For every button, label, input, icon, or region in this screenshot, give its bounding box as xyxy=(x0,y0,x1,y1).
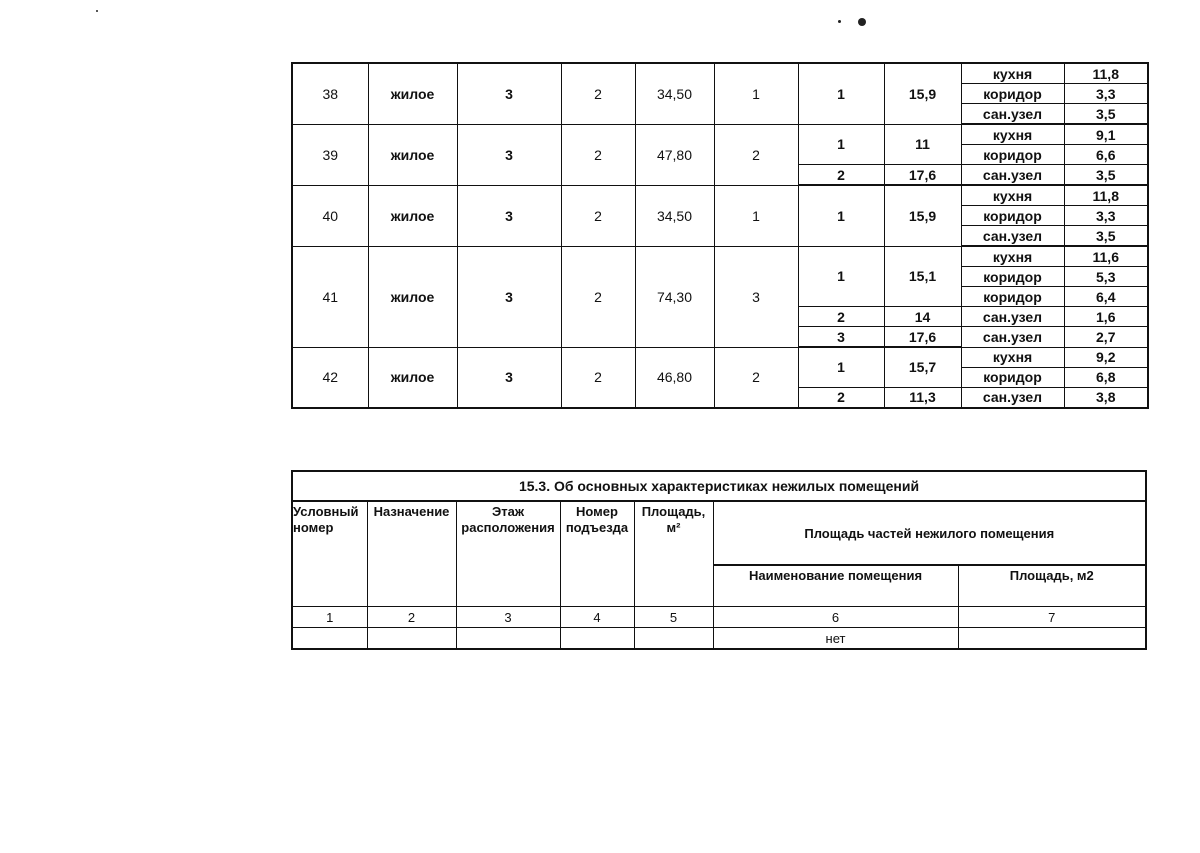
unit-floor: 3 xyxy=(457,185,561,246)
room-area: 17,6 xyxy=(884,165,961,186)
part-area: 9,1 xyxy=(1064,124,1148,145)
column-number: 5 xyxy=(634,607,713,628)
room-number: 1 xyxy=(798,246,884,307)
header-entrance: Номер подъезда xyxy=(560,501,634,607)
column-number: 1 xyxy=(292,607,367,628)
unit-floor: 3 xyxy=(457,246,561,347)
part-area: 3,3 xyxy=(1064,84,1148,104)
table-row xyxy=(292,246,1148,267)
empty-cell xyxy=(367,628,456,650)
unit-rooms: 2 xyxy=(714,124,798,185)
part-name: коридор xyxy=(961,145,1064,165)
unit-entrance: 2 xyxy=(561,124,635,185)
unit-floor: 3 xyxy=(457,63,561,124)
empty-cell xyxy=(958,628,1146,650)
unit-purpose: жилое xyxy=(368,63,457,124)
part-area: 3,3 xyxy=(1064,206,1148,226)
column-number: 2 xyxy=(367,607,456,628)
unit-entrance: 2 xyxy=(561,347,635,408)
room-area: 17,6 xyxy=(884,327,961,348)
column-number: 4 xyxy=(560,607,634,628)
part-area: 11,8 xyxy=(1064,63,1148,84)
unit-area: 34,50 xyxy=(635,63,714,124)
header-floor: Этаж расположения xyxy=(456,501,560,607)
part-area: 3,8 xyxy=(1064,387,1148,408)
room-area: 15,7 xyxy=(884,347,961,387)
table-title-row xyxy=(292,471,1146,501)
room-number: 2 xyxy=(798,387,884,408)
room-number: 2 xyxy=(798,307,884,327)
room-number: 1 xyxy=(798,185,884,246)
residential-units-table xyxy=(291,62,1149,409)
part-area: 3,5 xyxy=(1064,104,1148,125)
table-title: 15.3. Об основных характеристиках нежилых помещений xyxy=(292,471,1146,501)
unit-area: 46,80 xyxy=(635,347,714,408)
unit-rooms: 1 xyxy=(714,63,798,124)
unit-floor: 3 xyxy=(457,124,561,185)
room-number: 1 xyxy=(798,124,884,165)
room-area: 15,1 xyxy=(884,246,961,307)
room-number: 1 xyxy=(798,347,884,387)
part-area: 5,3 xyxy=(1064,267,1148,287)
empty-cell xyxy=(634,628,713,650)
part-name: кухня xyxy=(961,185,1064,206)
unit-area: 74,30 xyxy=(635,246,714,347)
room-number: 1 xyxy=(798,63,884,124)
part-name: сан.узел xyxy=(961,165,1064,186)
part-name: кухня xyxy=(961,347,1064,367)
table-row xyxy=(292,347,1148,367)
part-area: 6,8 xyxy=(1064,367,1148,387)
part-name: кухня xyxy=(961,63,1064,84)
part-name: сан.узел xyxy=(961,226,1064,247)
header-number: Условный номер xyxy=(292,501,367,607)
part-area: 11,8 xyxy=(1064,185,1148,206)
empty-cell xyxy=(456,628,560,650)
header-area: Площадь, м² xyxy=(634,501,713,607)
unit-floor: 3 xyxy=(457,347,561,408)
unit-entrance: 2 xyxy=(561,246,635,347)
part-name: коридор xyxy=(961,206,1064,226)
empty-note: нет xyxy=(713,628,958,650)
part-name: кухня xyxy=(961,246,1064,267)
room-area: 15,9 xyxy=(884,63,961,124)
unit-number: 40 xyxy=(292,185,368,246)
header-parts: Площадь частей нежилого помещения xyxy=(713,501,1146,565)
table-row xyxy=(292,185,1148,206)
scan-speck xyxy=(96,10,98,12)
part-name: сан.узел xyxy=(961,387,1064,408)
part-area: 11,6 xyxy=(1064,246,1148,267)
unit-number: 38 xyxy=(292,63,368,124)
non-residential-table xyxy=(291,470,1147,650)
room-area: 11,3 xyxy=(884,387,961,408)
unit-entrance: 2 xyxy=(561,63,635,124)
unit-purpose: жилое xyxy=(368,185,457,246)
column-number: 6 xyxy=(713,607,958,628)
part-area: 6,4 xyxy=(1064,287,1148,307)
part-name: коридор xyxy=(961,84,1064,104)
room-area: 14 xyxy=(884,307,961,327)
part-name: сан.узел xyxy=(961,307,1064,327)
room-number: 2 xyxy=(798,165,884,186)
part-name: сан.узел xyxy=(961,104,1064,125)
header-purpose: Назначение xyxy=(367,501,456,607)
unit-purpose: жилое xyxy=(368,124,457,185)
unit-number: 41 xyxy=(292,246,368,347)
part-name: коридор xyxy=(961,287,1064,307)
part-name: кухня xyxy=(961,124,1064,145)
unit-area: 34,50 xyxy=(635,185,714,246)
part-name: коридор xyxy=(961,267,1064,287)
empty-cell xyxy=(560,628,634,650)
room-area: 15,9 xyxy=(884,185,961,246)
table-row xyxy=(292,63,1148,84)
room-area: 11 xyxy=(884,124,961,165)
part-area: 1,6 xyxy=(1064,307,1148,327)
unit-rooms: 3 xyxy=(714,246,798,347)
part-area: 3,5 xyxy=(1064,165,1148,186)
column-number: 7 xyxy=(958,607,1146,628)
part-area: 6,6 xyxy=(1064,145,1148,165)
scan-speck xyxy=(858,18,866,26)
room-number: 3 xyxy=(798,327,884,348)
unit-area: 47,80 xyxy=(635,124,714,185)
table-row xyxy=(292,628,1146,650)
part-area: 2,7 xyxy=(1064,327,1148,348)
header-row xyxy=(292,501,1146,565)
unit-rooms: 2 xyxy=(714,347,798,408)
unit-rooms: 1 xyxy=(714,185,798,246)
column-number-row xyxy=(292,607,1146,628)
part-name: сан.узел xyxy=(961,327,1064,348)
empty-cell xyxy=(292,628,367,650)
unit-number: 39 xyxy=(292,124,368,185)
scan-speck xyxy=(838,20,841,23)
header-part-area: Площадь, м2 xyxy=(958,565,1146,607)
part-name: коридор xyxy=(961,367,1064,387)
part-area: 3,5 xyxy=(1064,226,1148,247)
unit-entrance: 2 xyxy=(561,185,635,246)
table-row xyxy=(292,124,1148,145)
part-area: 9,2 xyxy=(1064,347,1148,367)
unit-purpose: жилое xyxy=(368,347,457,408)
header-part-name: Наименование помещения xyxy=(713,565,958,607)
unit-number: 42 xyxy=(292,347,368,408)
column-number: 3 xyxy=(456,607,560,628)
unit-purpose: жилое xyxy=(368,246,457,347)
